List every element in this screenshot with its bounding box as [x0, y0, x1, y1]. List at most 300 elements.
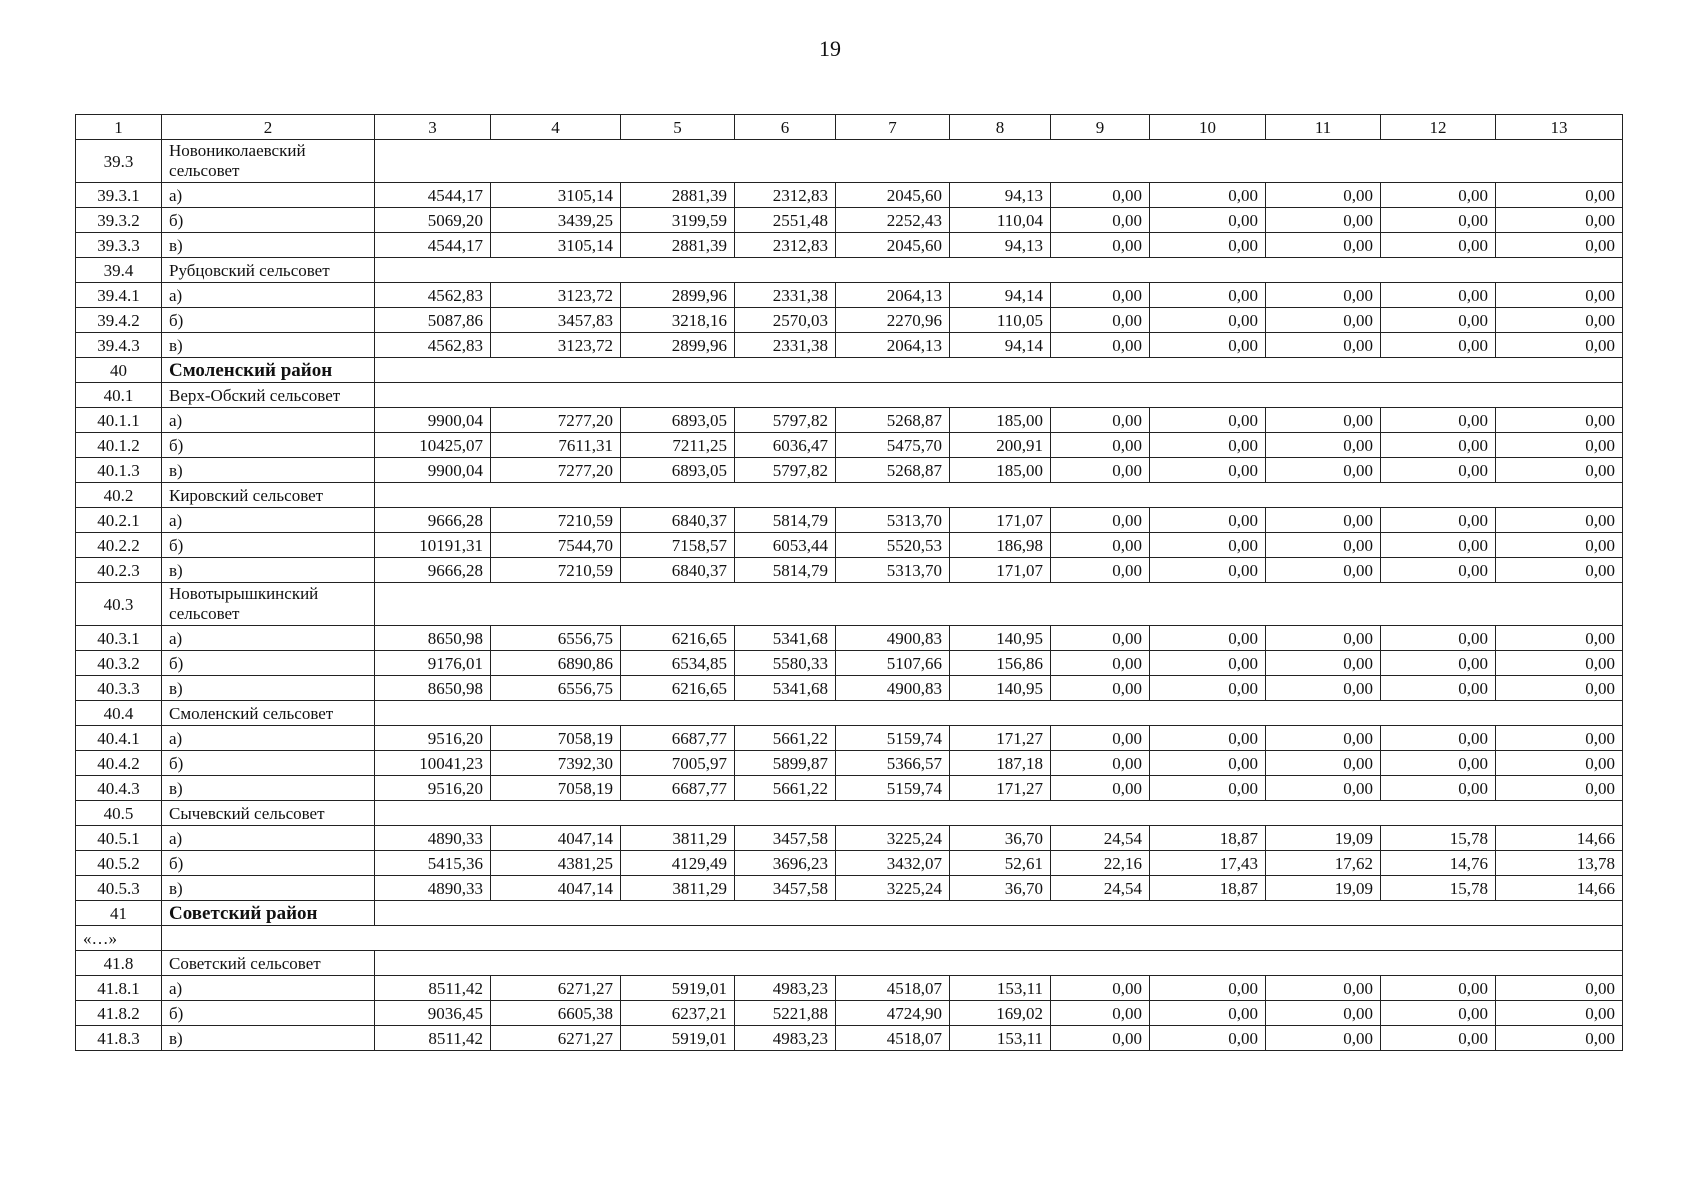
value-cell: 169,02 — [950, 1001, 1051, 1026]
value-cell: 7058,19 — [491, 776, 621, 801]
value-cell: 5313,70 — [836, 558, 950, 583]
header-cell: 13 — [1496, 115, 1623, 140]
value-cell: 2045,60 — [836, 233, 950, 258]
value-cell: 7210,59 — [491, 508, 621, 533]
value-cell: 2064,13 — [836, 283, 950, 308]
header-cell: 7 — [836, 115, 950, 140]
section-row — [76, 358, 1623, 383]
value-cell: 0,00 — [1266, 333, 1381, 358]
value-cell: 0,00 — [1381, 676, 1496, 701]
value-cell: 0,00 — [1496, 208, 1623, 233]
value-cell: 0,00 — [1381, 508, 1496, 533]
value-cell: 6890,86 — [491, 651, 621, 676]
value-cell: 3457,58 — [735, 826, 836, 851]
value-cell: 4544,17 — [375, 233, 491, 258]
value-cell: 3696,23 — [735, 851, 836, 876]
row-code: 39.4.1 — [76, 283, 162, 308]
row-label: а) — [162, 826, 375, 851]
value-cell: 0,00 — [1266, 233, 1381, 258]
value-cell: 0,00 — [1150, 408, 1266, 433]
value-cell: 5341,68 — [735, 626, 836, 651]
value-cell: 5797,82 — [735, 458, 836, 483]
value-cell: 4900,83 — [836, 676, 950, 701]
value-cell: 0,00 — [1381, 726, 1496, 751]
value-cell: 6893,05 — [621, 408, 735, 433]
value-cell: 6840,37 — [621, 508, 735, 533]
header-cell: 6 — [735, 115, 836, 140]
value-cell: 0,00 — [1381, 283, 1496, 308]
value-cell: 7211,25 — [621, 433, 735, 458]
row-label: в) — [162, 676, 375, 701]
row-label: в) — [162, 558, 375, 583]
value-cell: 0,00 — [1051, 1026, 1150, 1051]
value-cell: 0,00 — [1266, 308, 1381, 333]
value-cell: 7158,57 — [621, 533, 735, 558]
value-cell: 0,00 — [1496, 1001, 1623, 1026]
row-label: в) — [162, 333, 375, 358]
value-cell: 2270,96 — [836, 308, 950, 333]
value-cell: 0,00 — [1496, 776, 1623, 801]
value-cell: 0,00 — [1496, 626, 1623, 651]
value-cell: 0,00 — [1051, 458, 1150, 483]
value-cell: 0,00 — [1266, 458, 1381, 483]
value-cell: 0,00 — [1266, 1001, 1381, 1026]
value-cell: 7392,30 — [491, 751, 621, 776]
value-cell: 10041,23 — [375, 751, 491, 776]
row-code: 41.8.1 — [76, 976, 162, 1001]
value-cell: 8650,98 — [375, 626, 491, 651]
value-cell: 3811,29 — [621, 826, 735, 851]
value-cell: 0,00 — [1150, 1026, 1266, 1051]
value-cell: 153,11 — [950, 1026, 1051, 1051]
value-cell: 6216,65 — [621, 676, 735, 701]
value-cell: 6556,75 — [491, 676, 621, 701]
value-cell: 0,00 — [1051, 208, 1150, 233]
value-cell: 0,00 — [1266, 676, 1381, 701]
value-cell: 0,00 — [1266, 558, 1381, 583]
row-code: 40.3.3 — [76, 676, 162, 701]
value-cell: 2312,83 — [735, 233, 836, 258]
value-cell: 9036,45 — [375, 1001, 491, 1026]
value-cell: 110,05 — [950, 308, 1051, 333]
value-cell: 0,00 — [1051, 508, 1150, 533]
value-cell: 6687,77 — [621, 726, 735, 751]
value-cell: 7277,20 — [491, 408, 621, 433]
value-cell: 5313,70 — [836, 508, 950, 533]
value-cell: 0,00 — [1381, 533, 1496, 558]
row-label: а) — [162, 283, 375, 308]
row-label: в) — [162, 776, 375, 801]
value-cell: 5159,74 — [836, 726, 950, 751]
value-cell: 0,00 — [1496, 533, 1623, 558]
table-row — [76, 751, 1623, 776]
value-cell: 0,00 — [1150, 333, 1266, 358]
value-cell: 6271,27 — [491, 1026, 621, 1051]
value-cell: 0,00 — [1381, 558, 1496, 583]
value-cell: 0,00 — [1150, 1001, 1266, 1026]
value-cell: 0,00 — [1496, 433, 1623, 458]
table-row — [76, 776, 1623, 801]
value-cell: 2881,39 — [621, 233, 735, 258]
value-cell: 2331,38 — [735, 283, 836, 308]
value-cell: 0,00 — [1150, 676, 1266, 701]
section-title: Кировский сельсовет — [162, 483, 375, 508]
section-spacer — [375, 583, 1623, 626]
section-code: 41.8 — [76, 951, 162, 976]
value-cell: 0,00 — [1051, 408, 1150, 433]
section-row — [76, 258, 1623, 283]
value-cell: 3105,14 — [491, 183, 621, 208]
value-cell: 3432,07 — [836, 851, 950, 876]
value-cell: 8511,42 — [375, 976, 491, 1001]
value-cell: 0,00 — [1496, 308, 1623, 333]
value-cell: 2899,96 — [621, 283, 735, 308]
value-cell: 0,00 — [1266, 408, 1381, 433]
value-cell: 0,00 — [1051, 533, 1150, 558]
table-row — [76, 308, 1623, 333]
value-cell: 0,00 — [1381, 976, 1496, 1001]
row-label: а) — [162, 626, 375, 651]
value-cell: 0,00 — [1381, 651, 1496, 676]
value-cell: 0,00 — [1150, 776, 1266, 801]
value-cell: 0,00 — [1266, 283, 1381, 308]
row-code: 39.4.2 — [76, 308, 162, 333]
value-cell: 5814,79 — [735, 508, 836, 533]
value-cell: 0,00 — [1266, 776, 1381, 801]
value-cell: 187,18 — [950, 751, 1051, 776]
section-code: 40.4 — [76, 701, 162, 726]
table-row — [76, 976, 1623, 1001]
value-cell: 0,00 — [1266, 208, 1381, 233]
value-cell: 6893,05 — [621, 458, 735, 483]
value-cell: 171,07 — [950, 508, 1051, 533]
value-cell: 7611,31 — [491, 433, 621, 458]
value-cell: 5107,66 — [836, 651, 950, 676]
value-cell: 0,00 — [1051, 1001, 1150, 1026]
section-code: 40.1 — [76, 383, 162, 408]
value-cell: 36,70 — [950, 826, 1051, 851]
row-label: б) — [162, 651, 375, 676]
row-code: 39.4.3 — [76, 333, 162, 358]
value-cell: 200,91 — [950, 433, 1051, 458]
value-cell: 3123,72 — [491, 333, 621, 358]
value-cell: 0,00 — [1150, 433, 1266, 458]
district-title: Советский район — [162, 901, 375, 926]
value-cell: 4890,33 — [375, 876, 491, 901]
section-row — [76, 583, 1623, 626]
value-cell: 6036,47 — [735, 433, 836, 458]
tariff-table — [75, 114, 1623, 1051]
value-cell: 24,54 — [1051, 876, 1150, 901]
value-cell: 4562,83 — [375, 333, 491, 358]
value-cell: 15,78 — [1381, 876, 1496, 901]
value-cell: 0,00 — [1150, 976, 1266, 1001]
value-cell: 3199,59 — [621, 208, 735, 233]
section-spacer — [375, 701, 1623, 726]
value-cell: 5797,82 — [735, 408, 836, 433]
value-cell: 0,00 — [1051, 776, 1150, 801]
value-cell: 9176,01 — [375, 651, 491, 676]
value-cell: 2331,38 — [735, 333, 836, 358]
value-cell: 14,76 — [1381, 851, 1496, 876]
value-cell: 2045,60 — [836, 183, 950, 208]
value-cell: 2064,13 — [836, 333, 950, 358]
value-cell: 7544,70 — [491, 533, 621, 558]
value-cell: 3218,16 — [621, 308, 735, 333]
value-cell: 0,00 — [1496, 676, 1623, 701]
table-row — [76, 1001, 1623, 1026]
value-cell: 0,00 — [1051, 233, 1150, 258]
value-cell: 0,00 — [1266, 726, 1381, 751]
value-cell: 0,00 — [1496, 283, 1623, 308]
row-label: б) — [162, 851, 375, 876]
row-code: 40.4.3 — [76, 776, 162, 801]
value-cell: 5415,36 — [375, 851, 491, 876]
value-cell: 140,95 — [950, 626, 1051, 651]
value-cell: 3457,83 — [491, 308, 621, 333]
section-code: 39.3 — [76, 140, 162, 183]
value-cell: 7210,59 — [491, 558, 621, 583]
table-row — [76, 826, 1623, 851]
table-row — [76, 433, 1623, 458]
row-label: в) — [162, 233, 375, 258]
value-cell: 5520,53 — [836, 533, 950, 558]
value-cell: 0,00 — [1381, 308, 1496, 333]
section-row — [76, 951, 1623, 976]
value-cell: 0,00 — [1496, 233, 1623, 258]
table-row — [76, 333, 1623, 358]
value-cell: 185,00 — [950, 408, 1051, 433]
value-cell: 5221,88 — [735, 1001, 836, 1026]
value-cell: 4518,07 — [836, 976, 950, 1001]
row-label: в) — [162, 458, 375, 483]
value-cell: 0,00 — [1150, 726, 1266, 751]
value-cell: 5268,87 — [836, 458, 950, 483]
value-cell: 5899,87 — [735, 751, 836, 776]
value-cell: 0,00 — [1381, 626, 1496, 651]
table-row — [76, 183, 1623, 208]
value-cell: 2252,43 — [836, 208, 950, 233]
value-cell: 5341,68 — [735, 676, 836, 701]
value-cell: 4562,83 — [375, 283, 491, 308]
value-cell: 0,00 — [1051, 433, 1150, 458]
value-cell: 110,04 — [950, 208, 1051, 233]
value-cell: 0,00 — [1381, 183, 1496, 208]
value-cell: 5268,87 — [836, 408, 950, 433]
table-row — [76, 851, 1623, 876]
section-code: 40.3 — [76, 583, 162, 626]
row-label: б) — [162, 751, 375, 776]
value-cell: 5580,33 — [735, 651, 836, 676]
value-cell: 2551,48 — [735, 208, 836, 233]
value-cell: 7005,97 — [621, 751, 735, 776]
row-code: 39.3.2 — [76, 208, 162, 233]
table-row — [76, 676, 1623, 701]
value-cell: 9666,28 — [375, 558, 491, 583]
row-code: 40.3.2 — [76, 651, 162, 676]
header-cell: 8 — [950, 115, 1051, 140]
header-cell: 3 — [375, 115, 491, 140]
value-cell: 0,00 — [1381, 408, 1496, 433]
value-cell: 4890,33 — [375, 826, 491, 851]
value-cell: 0,00 — [1381, 751, 1496, 776]
row-code: 40.2.2 — [76, 533, 162, 558]
value-cell: 0,00 — [1496, 183, 1623, 208]
section-code: 40.2 — [76, 483, 162, 508]
value-cell: 3439,25 — [491, 208, 621, 233]
value-cell: 24,54 — [1051, 826, 1150, 851]
header-cell: 10 — [1150, 115, 1266, 140]
table-row — [76, 558, 1623, 583]
table-row — [76, 1026, 1623, 1051]
value-cell: 5475,70 — [836, 433, 950, 458]
value-cell: 0,00 — [1381, 208, 1496, 233]
value-cell: 10191,31 — [375, 533, 491, 558]
table-row — [76, 508, 1623, 533]
row-code: 40.2.3 — [76, 558, 162, 583]
table-row — [76, 208, 1623, 233]
value-cell: 5087,86 — [375, 308, 491, 333]
value-cell: 5814,79 — [735, 558, 836, 583]
value-cell: 4518,07 — [836, 1026, 950, 1051]
row-label: б) — [162, 533, 375, 558]
section-title: Смоленский сельсовет — [162, 701, 375, 726]
table-row — [76, 408, 1623, 433]
section-title: Советский сельсовет — [162, 951, 375, 976]
value-cell: 8650,98 — [375, 676, 491, 701]
value-cell: 0,00 — [1381, 776, 1496, 801]
value-cell: 0,00 — [1051, 283, 1150, 308]
value-cell: 9900,04 — [375, 408, 491, 433]
table-row — [76, 876, 1623, 901]
value-cell: 0,00 — [1496, 651, 1623, 676]
value-cell: 19,09 — [1266, 826, 1381, 851]
value-cell: 0,00 — [1266, 626, 1381, 651]
value-cell: 17,43 — [1150, 851, 1266, 876]
value-cell: 5661,22 — [735, 726, 836, 751]
value-cell: 0,00 — [1381, 433, 1496, 458]
value-cell: 0,00 — [1381, 1026, 1496, 1051]
value-cell: 5069,20 — [375, 208, 491, 233]
row-label: б) — [162, 433, 375, 458]
value-cell: 14,66 — [1496, 876, 1623, 901]
value-cell: 94,14 — [950, 283, 1051, 308]
value-cell: 171,27 — [950, 726, 1051, 751]
value-cell: 0,00 — [1266, 508, 1381, 533]
value-cell: 0,00 — [1266, 433, 1381, 458]
row-label: а) — [162, 408, 375, 433]
value-cell: 0,00 — [1051, 651, 1150, 676]
header-cell: 9 — [1051, 115, 1150, 140]
row-code: 40.5.3 — [76, 876, 162, 901]
row-label: а) — [162, 976, 375, 1001]
value-cell: 5919,01 — [621, 1026, 735, 1051]
value-cell: 2881,39 — [621, 183, 735, 208]
value-cell: 0,00 — [1051, 676, 1150, 701]
row-code: 40.5.2 — [76, 851, 162, 876]
value-cell: 0,00 — [1150, 651, 1266, 676]
row-code: 40.5.1 — [76, 826, 162, 851]
row-label: в) — [162, 1026, 375, 1051]
value-cell: 4047,14 — [491, 826, 621, 851]
value-cell: 0,00 — [1496, 333, 1623, 358]
value-cell: 0,00 — [1150, 626, 1266, 651]
table-row — [76, 533, 1623, 558]
header-cell: 1 — [76, 115, 162, 140]
value-cell: 5366,57 — [836, 751, 950, 776]
value-cell: 156,86 — [950, 651, 1051, 676]
value-cell: 0,00 — [1496, 458, 1623, 483]
section-title: Сычевский сельсовет — [162, 801, 375, 826]
value-cell: 4544,17 — [375, 183, 491, 208]
value-cell: 0,00 — [1381, 458, 1496, 483]
value-cell: 13,78 — [1496, 851, 1623, 876]
section-row — [76, 140, 1623, 183]
value-cell: 0,00 — [1150, 458, 1266, 483]
value-cell: 171,27 — [950, 776, 1051, 801]
value-cell: 0,00 — [1051, 558, 1150, 583]
row-code: 40.1.2 — [76, 433, 162, 458]
value-cell: 4983,23 — [735, 976, 836, 1001]
value-cell: 0,00 — [1150, 751, 1266, 776]
row-code: 39.3.1 — [76, 183, 162, 208]
value-cell: 0,00 — [1051, 183, 1150, 208]
value-cell: 7277,20 — [491, 458, 621, 483]
value-cell: 8511,42 — [375, 1026, 491, 1051]
table-row — [76, 626, 1623, 651]
value-cell: 6237,21 — [621, 1001, 735, 1026]
section-spacer — [162, 926, 1623, 951]
value-cell: 5919,01 — [621, 976, 735, 1001]
value-cell: 94,14 — [950, 333, 1051, 358]
value-cell: 4129,49 — [621, 851, 735, 876]
value-cell: 3123,72 — [491, 283, 621, 308]
value-cell: 0,00 — [1496, 726, 1623, 751]
value-cell: 0,00 — [1381, 1001, 1496, 1026]
table-row — [76, 283, 1623, 308]
value-cell: 0,00 — [1496, 751, 1623, 776]
value-cell: 5159,74 — [836, 776, 950, 801]
row-code: 40.3.1 — [76, 626, 162, 651]
table-row — [76, 458, 1623, 483]
row-code: 41.8.2 — [76, 1001, 162, 1026]
section-spacer — [375, 951, 1623, 976]
value-cell: 0,00 — [1051, 626, 1150, 651]
row-code: 40.4.2 — [76, 751, 162, 776]
section-code: 40.5 — [76, 801, 162, 826]
value-cell: 3225,24 — [836, 826, 950, 851]
header-cell: 4 — [491, 115, 621, 140]
value-cell: 0,00 — [1266, 751, 1381, 776]
value-cell: 0,00 — [1150, 183, 1266, 208]
value-cell: 171,07 — [950, 558, 1051, 583]
section-spacer — [375, 383, 1623, 408]
value-cell: 4381,25 — [491, 851, 621, 876]
ellipsis-mark: «…» — [76, 926, 162, 951]
value-cell: 14,66 — [1496, 826, 1623, 851]
row-code: 40.4.1 — [76, 726, 162, 751]
value-cell: 18,87 — [1150, 876, 1266, 901]
value-cell: 17,62 — [1266, 851, 1381, 876]
value-cell: 6216,65 — [621, 626, 735, 651]
ellipsis-row — [76, 926, 1623, 951]
section-row — [76, 483, 1623, 508]
value-cell: 6605,38 — [491, 1001, 621, 1026]
row-label: б) — [162, 308, 375, 333]
value-cell: 9666,28 — [375, 508, 491, 533]
row-code: 40.1.1 — [76, 408, 162, 433]
value-cell: 6271,27 — [491, 976, 621, 1001]
